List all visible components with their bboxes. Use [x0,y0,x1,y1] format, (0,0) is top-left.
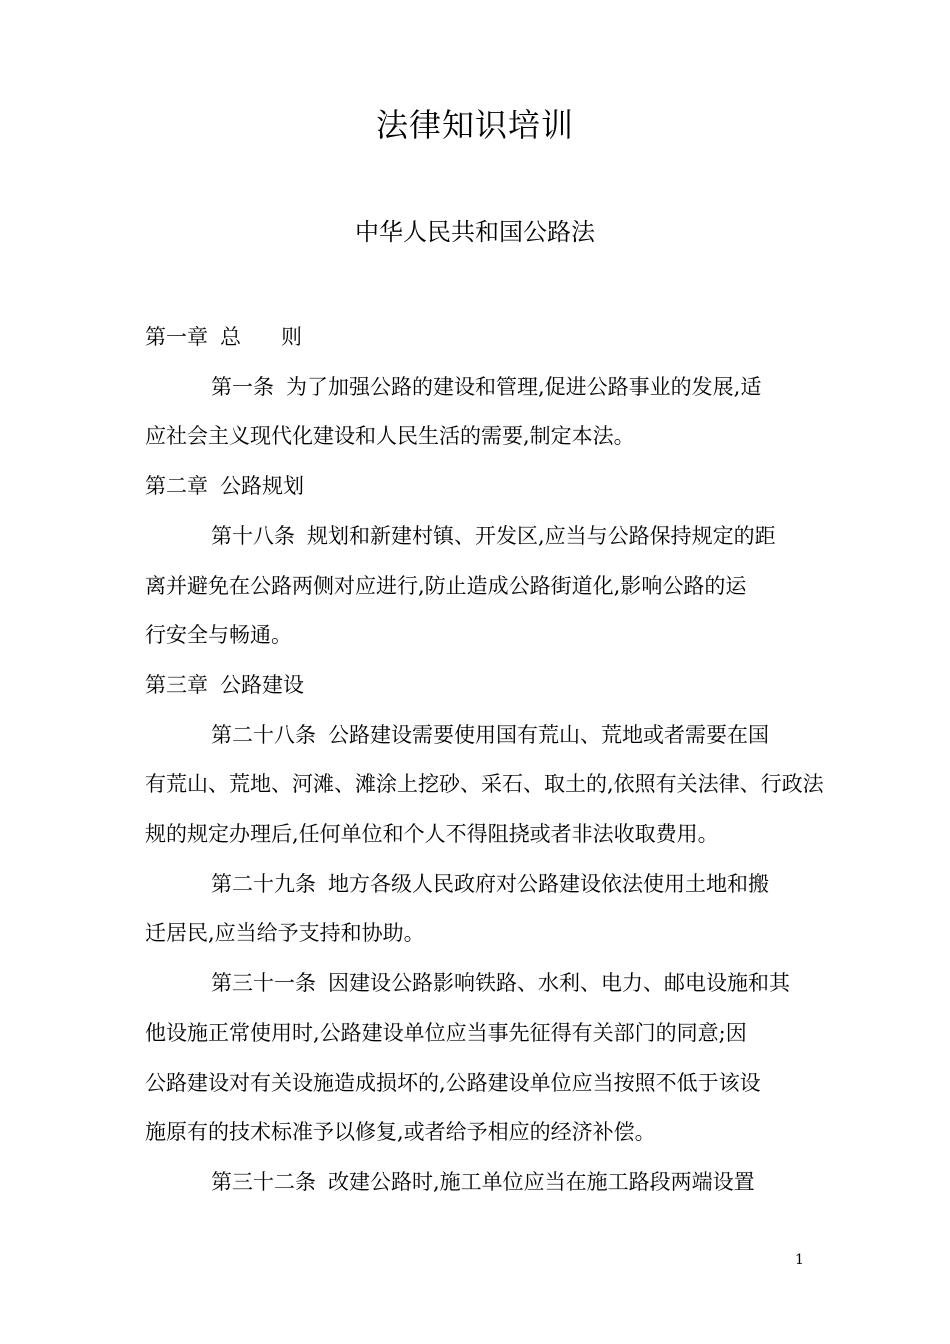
article-line: 第三十二条 改建公路时,施工单位应当在施工路段两端设置 [211,1169,755,1194]
article-label: 第三十二条 [211,1169,316,1194]
chapter-heading: 第一章 总 则 [145,325,302,349]
article-line: 应社会主义现代化建设和人民生活的需要,制定本法。 [145,424,635,449]
page-number: 1 [795,1252,804,1268]
chapter-heading: 第三章 公路建设 [145,672,304,697]
article-line: 行安全与畅通。 [145,623,292,648]
article-line: 第三十一条 因建设公路影响铁路、水利、电力、邮电设施和其 [211,971,790,996]
article-line: 第二十八条 公路建设需要使用国有荒山、荒地或者需要在国 [211,722,769,747]
article-line: 他设施正常使用时,公路建设单位应当事先征得有关部门的同意;因 [145,1020,747,1045]
article-line: 有荒山、荒地、河滩、滩涂上挖砂、采石、取土的,依照有关法律、行政法 [145,772,824,797]
article-label: 第十八条 [211,523,295,548]
document-title: 法律知识培训 [375,106,574,144]
article-line: 第二十九条 地方各级人民政府对公路建设依法使用土地和搬 [211,871,769,896]
article-label: 第三十一条 [211,971,316,996]
law-title: 中华人民共和国公路法 [355,218,595,246]
article-line: 公路建设对有关设施造成损坏的,公路建设单位应当按照不低于该设 [145,1070,761,1095]
article-line: 第一条 为了加强公路的建设和管理,促进公路事业的发展,适 [211,374,762,399]
article-line: 迁居民,应当给予支持和协助。 [145,921,425,946]
article-line: 第十八条 规划和新建村镇、开发区,应当与公路保持规定的距 [211,523,776,548]
article-label: 第二十九条 [211,871,316,896]
article-line: 施原有的技术标准予以修复,或者给予相应的经济补偿。 [145,1120,656,1145]
article-label: 第一条 [211,374,274,399]
article-line: 离并避免在公路两侧对应进行,防止造成公路街道化,影响公路的运 [145,573,747,598]
chapter-heading: 第二章 公路规划 [145,474,304,499]
article-line: 规的规定办理后,任何单位和个人不得阻挠或者非法收取费用。 [145,822,719,847]
article-label: 第二十八条 [211,722,316,747]
document-body [145,313,824,1208]
